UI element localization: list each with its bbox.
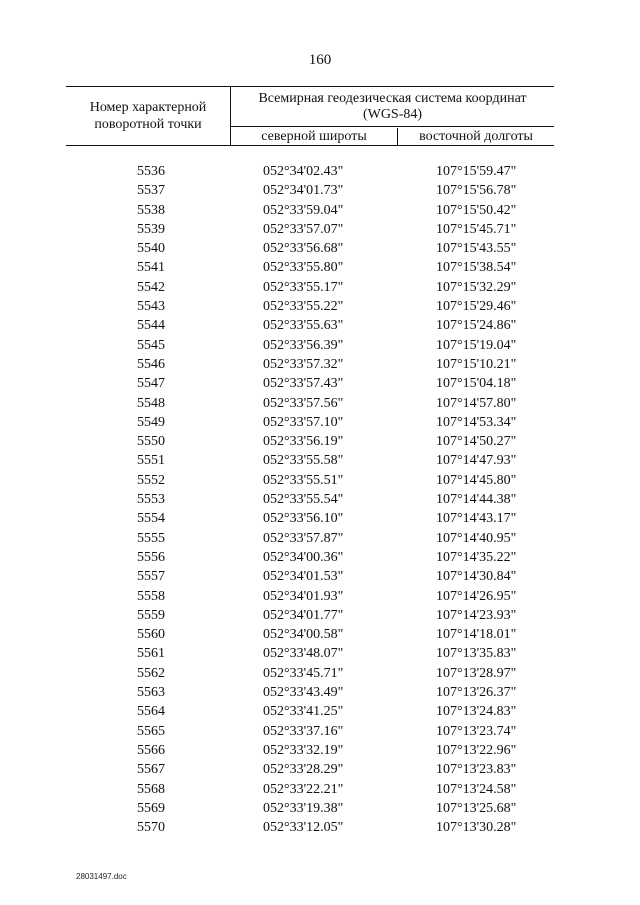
longitude-cell: 107°15'24.86" (436, 318, 517, 334)
longitude-cell: 107°13'24.83" (436, 704, 517, 720)
table-row (66, 780, 554, 799)
latitude-cell: 052°33'56.19" (263, 434, 344, 450)
point-number-cell: 5557 (137, 569, 165, 585)
latitude-cell: 052°33'55.51" (263, 472, 344, 488)
longitude-cell: 107°15'29.46" (436, 299, 517, 315)
table-row (66, 799, 554, 818)
point-number-cell: 5567 (137, 762, 165, 778)
latitude-cell: 052°33'57.43" (263, 376, 344, 392)
latitude-cell: 052°33'59.04" (263, 202, 344, 218)
latitude-cell: 052°34'01.53" (263, 569, 344, 585)
longitude-cell: 107°15'43.55" (436, 241, 517, 257)
table-row (66, 258, 554, 277)
point-number-cell: 5544 (137, 318, 165, 334)
header-coordinate-system-code: (WGS-84) (362, 107, 423, 122)
table-row (66, 413, 554, 432)
latitude-cell: 052°34'01.73" (263, 183, 344, 199)
table-row (66, 702, 554, 721)
latitude-cell: 052°33'19.38" (263, 800, 344, 816)
longitude-cell: 107°14'23.93" (436, 607, 517, 623)
table-row (66, 509, 554, 528)
table-row (66, 336, 554, 355)
table-row (66, 162, 554, 181)
point-number-cell: 5536 (137, 164, 165, 179)
file-name-footer: 28031497.doc (76, 872, 127, 881)
latitude-cell: 052°34'01.93" (263, 588, 344, 604)
point-number-cell: 5548 (137, 395, 165, 411)
longitude-cell: 107°14'44.38" (436, 492, 517, 508)
header-longitude: восточной долготы (419, 129, 533, 144)
table-row (66, 490, 554, 509)
table-row (66, 683, 554, 702)
point-number-cell: 5566 (137, 742, 165, 758)
longitude-cell: 107°15'32.29" (436, 279, 517, 295)
table-row (66, 239, 554, 258)
longitude-cell: 107°14'50.27" (436, 434, 517, 450)
latitude-cell: 052°34'01.77" (263, 607, 344, 623)
longitude-cell: 107°14'45.80" (436, 472, 517, 488)
longitude-cell: 107°13'26.37" (436, 685, 517, 701)
longitude-cell: 107°14'26.95" (436, 588, 517, 604)
point-number-cell: 5556 (137, 549, 165, 565)
latitude-cell: 052°33'56.10" (263, 511, 344, 527)
longitude-cell: 107°13'23.74" (436, 723, 517, 739)
point-number-cell: 5561 (137, 646, 165, 662)
table-row (66, 567, 554, 586)
latitude-cell: 052°33'55.80" (263, 260, 344, 276)
header-latitude: северной широты (231, 128, 398, 145)
table-header (66, 86, 554, 146)
latitude-cell: 052°33'43.49" (263, 685, 344, 701)
table-row (66, 394, 554, 413)
latitude-cell: 052°33'12.05" (263, 820, 344, 836)
point-number-cell: 5551 (137, 453, 165, 469)
latitude-cell: 052°34'00.36" (263, 549, 344, 565)
point-number-cell: 5545 (137, 337, 165, 353)
table-row (66, 606, 554, 625)
point-number-cell: 5554 (137, 511, 165, 527)
point-number-cell: 5546 (137, 356, 165, 372)
point-number-cell: 5570 (137, 820, 165, 836)
table-row (66, 432, 554, 451)
latitude-cell: 052°33'45.71" (263, 665, 344, 681)
table-row (66, 278, 554, 297)
point-number-cell: 5560 (137, 627, 165, 643)
latitude-cell: 052°34'00.58" (263, 627, 344, 643)
table-row (66, 664, 554, 683)
longitude-cell: 107°15'45.71" (436, 221, 517, 237)
latitude-cell: 052°33'57.10" (263, 414, 344, 430)
longitude-cell: 107°13'22.96" (436, 742, 517, 758)
longitude-cell: 107°15'19.04" (436, 337, 517, 353)
table-row (66, 316, 554, 335)
table-row (66, 760, 554, 779)
table-row (66, 529, 554, 548)
table-row (66, 471, 554, 490)
point-number-cell: 5549 (137, 414, 165, 430)
table-row (66, 201, 554, 220)
longitude-cell: 107°14'43.17" (436, 511, 517, 527)
table-row (66, 625, 554, 644)
point-number-cell: 5553 (137, 492, 165, 508)
longitude-cell: 107°13'24.58" (436, 781, 517, 797)
table-row (66, 548, 554, 567)
point-number-cell: 5568 (137, 781, 165, 797)
longitude-cell: 107°13'35.83" (436, 646, 517, 662)
longitude-cell: 107°14'47.93" (436, 453, 517, 469)
latitude-cell: 052°33'57.07" (263, 221, 344, 237)
longitude-cell: 107°15'38.54" (436, 260, 517, 276)
latitude-cell: 052°33'48.07" (263, 646, 344, 662)
point-number-cell: 5537 (137, 183, 165, 199)
point-number-cell: 5540 (137, 241, 165, 257)
latitude-cell: 052°33'56.68" (263, 241, 344, 257)
longitude-cell: 107°15'59.47" (436, 164, 517, 179)
latitude-cell: 052°34'02.43" (263, 164, 344, 179)
longitude-cell: 107°13'25.68" (436, 800, 517, 816)
longitude-cell: 107°13'28.97" (436, 665, 517, 681)
longitude-cell: 107°14'40.95" (436, 530, 517, 546)
longitude-cell: 107°13'23.83" (436, 762, 517, 778)
point-number-cell: 5564 (137, 704, 165, 720)
point-number-cell: 5562 (137, 665, 165, 681)
table-row (66, 644, 554, 663)
point-number-cell: 5555 (137, 530, 165, 546)
longitude-cell: 107°14'35.22" (436, 549, 517, 565)
point-number-cell: 5547 (137, 376, 165, 392)
latitude-cell: 052°33'28.29" (263, 762, 344, 778)
latitude-cell: 052°33'55.63" (263, 318, 344, 334)
table-row (66, 374, 554, 393)
latitude-cell: 052°33'55.22" (263, 299, 344, 315)
longitude-cell: 107°14'18.01" (436, 627, 517, 643)
point-number-cell: 5559 (137, 607, 165, 623)
latitude-cell: 052°33'57.56" (263, 395, 344, 411)
latitude-cell: 052°33'55.17" (263, 279, 344, 295)
longitude-cell: 107°15'10.21" (436, 356, 517, 372)
latitude-cell: 052°33'32.19" (263, 742, 344, 758)
latitude-cell: 052°33'37.16" (263, 723, 344, 739)
point-number-cell: 5542 (137, 279, 165, 295)
table-row (66, 355, 554, 374)
longitude-cell: 107°14'53.34" (436, 414, 517, 430)
longitude-cell: 107°15'56.78" (436, 183, 517, 199)
header-coordinate-system (231, 87, 554, 127)
page-number: 160 (308, 52, 332, 68)
point-number-cell: 5543 (137, 299, 165, 315)
longitude-cell: 107°15'04.18" (436, 376, 517, 392)
point-number-cell: 5552 (137, 472, 165, 488)
point-number-cell: 5541 (137, 260, 165, 276)
table-row (66, 220, 554, 239)
table-row (66, 722, 554, 741)
point-number-cell: 5538 (137, 202, 165, 218)
longitude-cell: 107°13'30.28" (436, 820, 517, 836)
header-coordinate-system-title: Всемирная геодезическая система координат (258, 91, 527, 106)
latitude-cell: 052°33'55.58" (263, 453, 344, 469)
point-number-cell: 5565 (137, 723, 165, 739)
point-number-cell: 5569 (137, 800, 165, 816)
longitude-cell: 107°14'30.84" (436, 569, 517, 585)
latitude-cell: 052°33'57.32" (263, 356, 344, 372)
longitude-cell: 107°15'50.42" (436, 202, 517, 218)
coordinates-table-body (66, 162, 554, 837)
header-point-number: Номер характерной поворотной точки (66, 87, 231, 145)
point-number-cell: 5558 (137, 588, 165, 604)
latitude-cell: 052°33'22.21" (263, 781, 344, 797)
point-number-cell: 5550 (137, 434, 165, 450)
table-row (66, 451, 554, 470)
table-row (66, 297, 554, 316)
table-row (66, 741, 554, 760)
latitude-cell: 052°33'41.25" (263, 704, 344, 720)
latitude-cell: 052°33'56.39" (263, 337, 344, 353)
latitude-cell: 052°33'57.87" (263, 530, 344, 546)
table-row (66, 818, 554, 837)
longitude-cell: 107°14'57.80" (436, 395, 517, 411)
point-number-cell: 5563 (137, 685, 165, 701)
point-number-cell: 5539 (137, 221, 165, 237)
table-row (66, 587, 554, 606)
latitude-cell: 052°33'55.54" (263, 492, 344, 508)
table-row (66, 181, 554, 200)
